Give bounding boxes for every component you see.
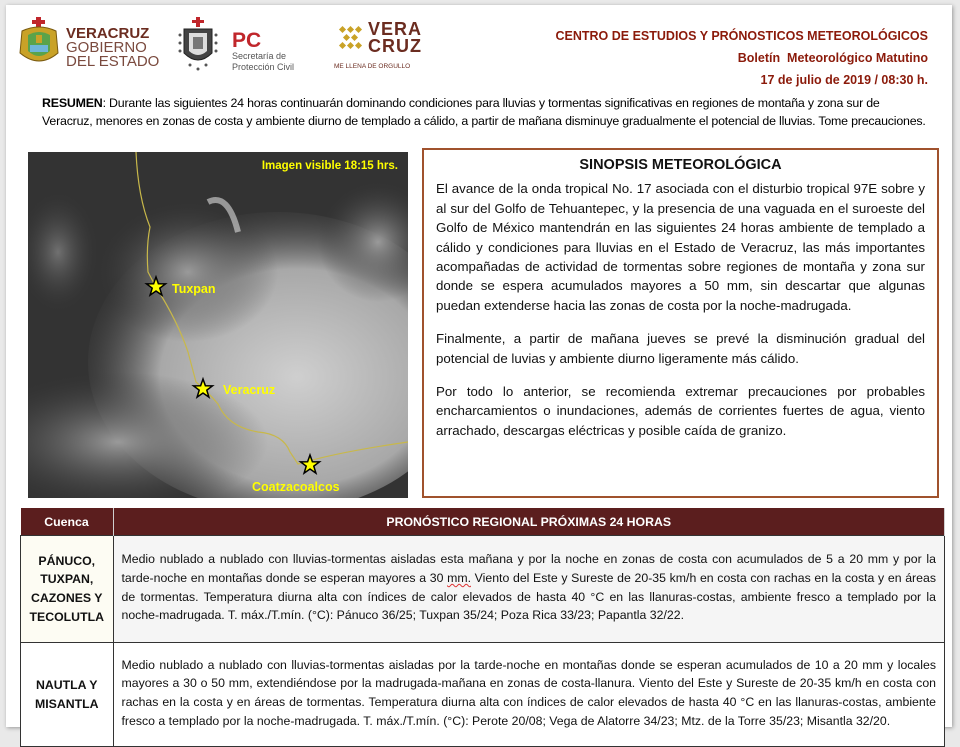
satellite-caption: Imagen visible 18:15 hrs. xyxy=(261,160,398,172)
logo-me-llena-de-orgullo: ME LLENA DE ORGULLO xyxy=(334,63,411,70)
table-row xyxy=(21,643,945,747)
veracruz-orgullo-logo xyxy=(334,19,454,77)
map-label-tuxpan: Tuxpan xyxy=(172,282,216,296)
veracruz-gobierno-logo xyxy=(16,17,166,70)
forecast-cell: Medio nublado a nublado con lluvias-tormentas aisladas por la tarde-noche en montañas donde se esperan acumulados de 10 a 20 mm y locales mayores a 30 o 50 mm, extendiéndose por la madrugada-mañana en zonas de costa-llanura. Viento del Este y Sureste de 20-35 km/h en costa con rachas en la costa y en áreas de tormentas. Temperatura diurna alta con índices de calor elevados de hasta 40 °C en las llanuras-costas, ambiente fresco a templado por la noche-madrugada. T. máx./T.mín. (°C): Perote 20/08; Vega de Alatorre 34/23; Mtz. de la Torre 35/23; Misantla 32/20. xyxy=(113,643,945,747)
synopsis-box xyxy=(422,148,939,498)
map-label-coatzacoalcos: Coatzacoalcos xyxy=(252,480,340,494)
cuenca-cell: NAUTLA Y MISANTLA xyxy=(21,643,114,747)
synopsis-paragraph: El avance de la onda tropical No. 17 asociada con el disturbio tropical 97E sobre y al sur del Golfo de Tehuantepec, y la presencia de una vaguada en el suroeste del Golfo de México mantendrán en las siguientes 24 horas ambiente de templado a cálido y condiciones para lluvias en el Estado de Veracruz, las más importantes acompañadas de actividad de tormentas sobre regiones de montaña y zona sur donde se espera acumulados mayores a 50 mm, sin descartar que algunas puedan extenderse hacia las zonas de costa por la noche-madrugada. xyxy=(436,181,925,313)
forecast-text: Viento del Este y Sureste de 20-35 km/h en costa con rachas en la costa y en áreas de tormentas. Temperatura diurna alta con índices de calor elevados de hasta 40 °C en las llanuras-costas, ambiente fresco a templado por la noche-madrugada. T. máx./T.mín. (°C): Pánuco 36/25; Tuxpan 35/24; Poza Rica 33/23; Papantla 32/22. xyxy=(121,570,936,623)
logo-pc: PC xyxy=(232,29,262,52)
bulletin-header xyxy=(556,25,929,91)
cuenca-cell: PÁNUCO, TUXPAN, CAZONES Y TECOLUTLA xyxy=(21,536,114,643)
bulletin-title: Boletín Meteorológico Matutino xyxy=(737,51,928,65)
forecast-text-underlined: mm. xyxy=(447,570,471,585)
summary-paragraph xyxy=(42,94,932,130)
logo-line-del-estado: DEL ESTADO xyxy=(66,53,160,70)
summary-label: RESUMEN xyxy=(42,96,103,110)
forecast-text: Medio nublado a nublado con lluvias-tormentas aisladas esta mañana y por la noche en zonas de costa con acumulados de 5 a 20 mm y por la tarde-noche en montañas donde se esperan mayores a 30 xyxy=(121,552,936,585)
column-header-cuenca: Cuenca xyxy=(21,508,114,536)
table-header-row xyxy=(21,508,945,536)
synopsis-paragraph: Finalmente, a partir de mañana jueves se prevé la disminución gradual del potencial de luvias y ambiente diurno ligeramente más cálido. xyxy=(436,331,925,366)
proteccion-civil-logo xyxy=(178,17,328,75)
org-title: CENTRO DE ESTUDIOS Y PRÓNOSTICOS METEOROLÓGICOS xyxy=(555,29,928,43)
synopsis-paragraph: Por todo lo anterior, se recomienda extremar precauciones por probables encharcamientos o inundaciones, además de corrientes fuertes de agua, viento arrachado, descargas eléctricas y posible caída de granizo. xyxy=(436,384,925,438)
satellite-image xyxy=(28,152,408,498)
regional-forecast-table xyxy=(20,508,945,747)
logo-line-veracruz: VERACRUZ xyxy=(66,25,150,42)
logo-line-gobierno: GOBIERNO xyxy=(66,39,147,56)
woven-pattern-icon xyxy=(338,25,364,51)
map-label-veracruz: Veracruz xyxy=(223,383,276,397)
logo-proteccion-civil: Protección Civil xyxy=(232,62,295,72)
column-header-pronostico: PRONÓSTICO REGIONAL PRÓXIMAS 24 HORAS xyxy=(113,508,945,536)
veracruz-coat-of-arms-icon xyxy=(16,17,62,67)
proteccion-civil-shield-icon xyxy=(178,17,218,73)
table-row xyxy=(21,536,945,643)
bulletin-date: 17 de julio de 2019 / 08:30 h. xyxy=(760,73,928,87)
summary-text: : Durante las siguientes 24 horas continuarán dominando condiciones para lluvias y tormentas significativas en regiones de montaña y zona sur de Veracruz, menores en zonas de costa y ambiente diurno de templado a cálido, a partir de mañana disminuye gradualmente el potencial de lluvias. Tome precauciones. xyxy=(42,96,926,128)
logo-vera: VERA xyxy=(368,19,423,39)
logo-cruz: CRUZ xyxy=(368,36,422,56)
bulletin-page xyxy=(6,5,952,727)
forecast-cell xyxy=(113,536,945,643)
satellite-map-graphic xyxy=(28,152,408,498)
logo-secretaria: Secretaría de xyxy=(232,51,287,61)
synopsis-title: SINOPSIS METEOROLÓGICA xyxy=(579,157,782,173)
